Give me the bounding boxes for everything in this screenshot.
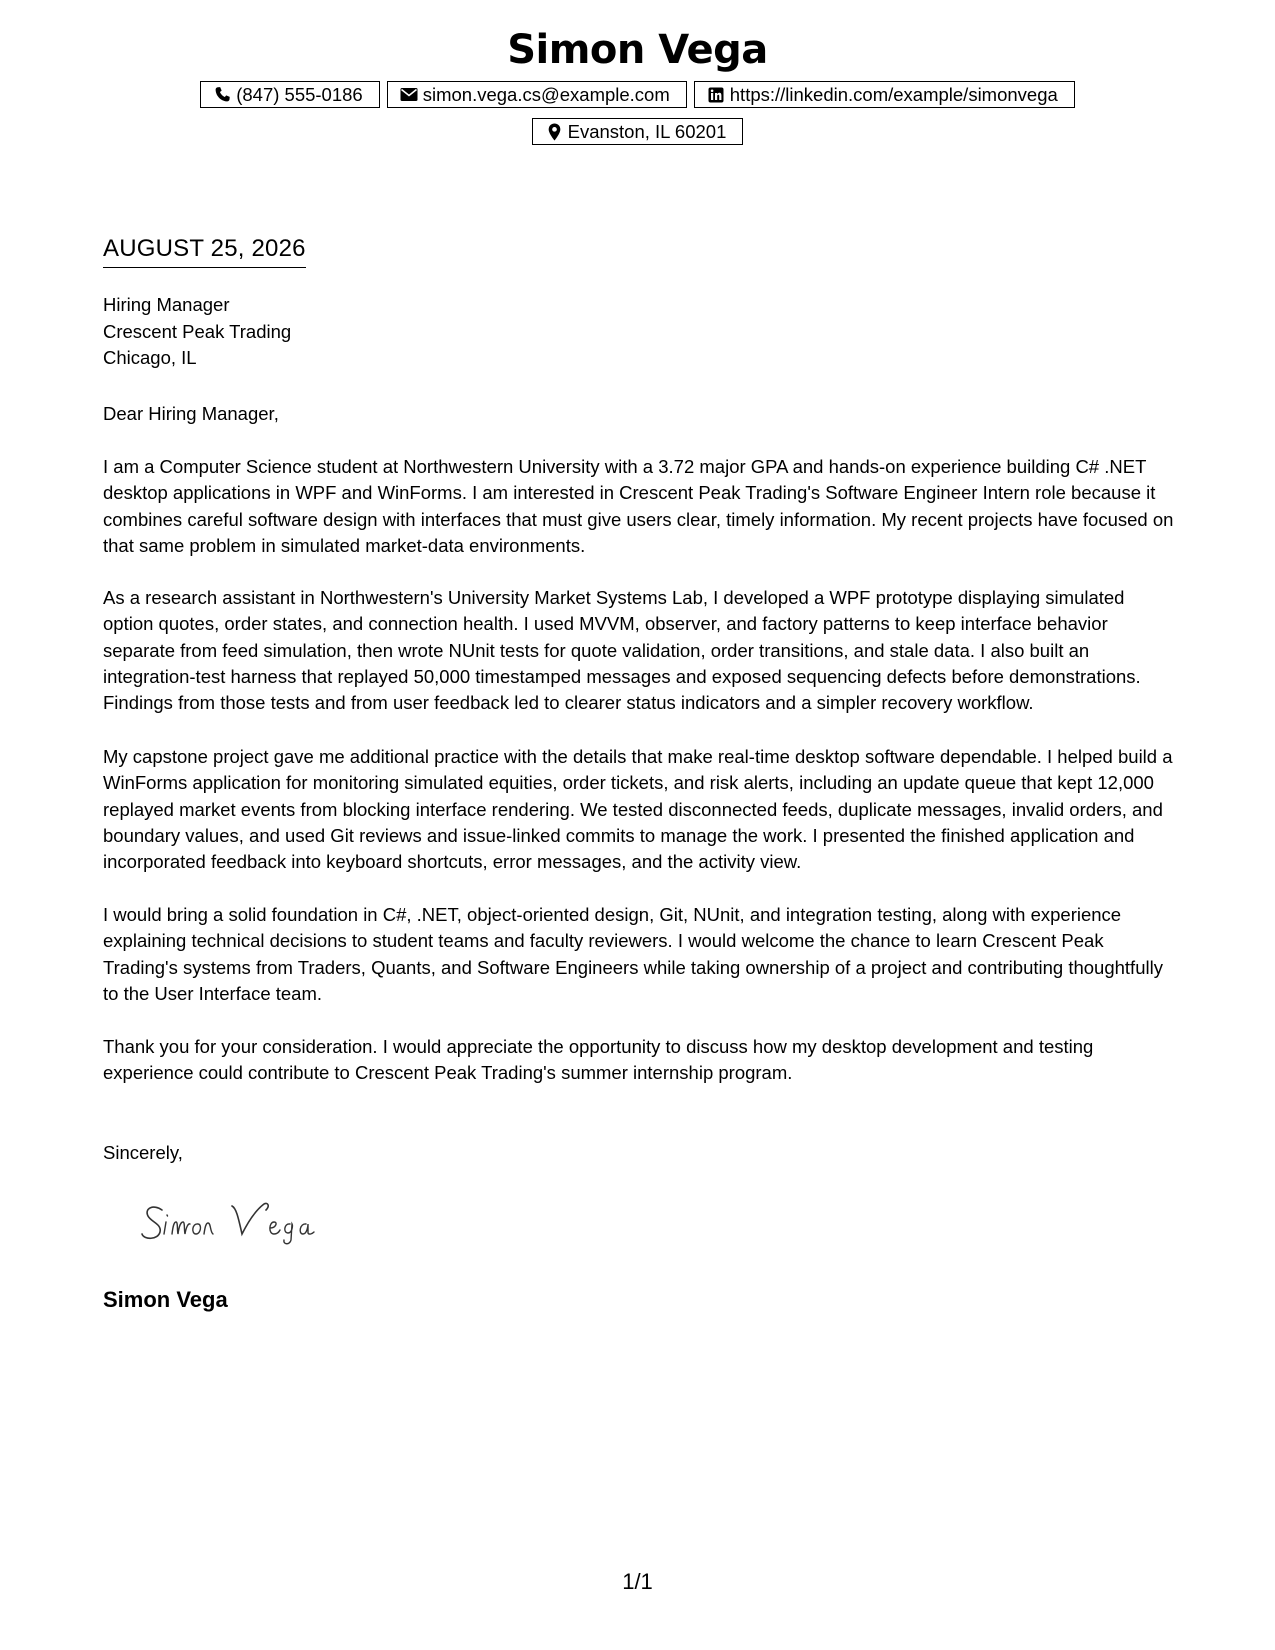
applicant-name-heading: Simon Vega: [507, 27, 768, 73]
body-paragraph-2: As a research assistant in Northwestern's University Market Systems Lab, I developed a WPF prototype displaying simulated option quotes, order states, and connection health. I used MVVM, observer, and factory patterns to keep interface behavior separate from feed simulation, then wrote NUnit tests for quote validation, order transitions, and stale data. I also built an integration-test harness that replayed 50,000 timestamped messages and exposed sequencing defects before demonstrations. Findings from those tests and from user feedback led to clearer status indicators and a simpler recovery workflow.: [103, 587, 1141, 714]
envelope-icon: [400, 85, 419, 104]
body-paragraph-5: Thank you for your consideration. I would appreciate the opportunity to discuss how my desktop development and testing experience could contribute to Crescent Peak Trading's summer internship program.: [103, 1036, 1094, 1084]
contact-email[interactable]: [387, 81, 687, 108]
closing: Sincerely,: [103, 1142, 183, 1163]
signer-name: Simon Vega: [103, 1287, 228, 1312]
phone-text: (847) 555-0186: [236, 83, 363, 105]
map-pin-icon: [545, 122, 564, 141]
salutation: Dear Hiring Manager,: [103, 403, 279, 424]
recipient-city: Chicago, IL: [103, 347, 197, 368]
linkedin-text: https://linkedin.com/example/simonvega: [729, 83, 1058, 105]
recipient-block: [103, 292, 291, 372]
letter-date: AUGUST 25, 2026: [103, 234, 306, 268]
linkedin-icon: [707, 85, 726, 104]
contact-location[interactable]: [532, 118, 744, 145]
contact-phone[interactable]: [200, 81, 380, 108]
page-number: 1/1: [622, 1569, 653, 1594]
contact-row-secondary: [0, 118, 1275, 145]
handwritten-signature: [140, 1196, 330, 1246]
location-text: Evanston, IL 60201: [567, 120, 727, 142]
contact-row-primary: [0, 81, 1275, 108]
recipient-company: Crescent Peak Trading: [103, 320, 292, 342]
contact-linkedin[interactable]: [694, 81, 1075, 108]
phone-icon: [213, 85, 232, 104]
body-paragraph-3: My capstone project gave me additional practice with the details that make real-time desktop software dependable. I helped build a WinForms application for monitoring simulated equities, order tickets, and risk alerts, including an update queue that kept 12,000 replayed market events from blocking interface rendering. We tested disconnected feeds, duplicate messages, invalid orders, and boundary values, and used Git reviews and issue-linked commits to manage the work. I presented the finished application and incorporated feedback into keyboard shortcuts, error messages, and the activity view.: [103, 746, 1173, 873]
body-paragraph-4: I would bring a solid foundation in C#, .NET, object-oriented design, Git, NUnit, and integration testing, along with experience explaining technical decisions to student teams and faculty reviewers. I would welcome the chance to learn Crescent Peak Trading's systems from Traders, Quants, and Software Engineers while taking ownership of a project and contributing thoughtfully to the User Interface team.: [103, 904, 1163, 1004]
email-text: simon.vega.cs@example.com: [422, 83, 670, 105]
recipient-title: Hiring Manager: [103, 294, 230, 315]
body-paragraph-1: I am a Computer Science student at Northwestern University with a 3.72 major GPA and hands-on experience building C# .NET desktop applications in WPF and WinForms. I am interested in Crescent Peak Trading's Software Engineer Intern role because it combines careful software design with interfaces that must give users clear, timely information. My recent projects have focused on that same problem in simulated market-data environments.: [103, 456, 1174, 556]
